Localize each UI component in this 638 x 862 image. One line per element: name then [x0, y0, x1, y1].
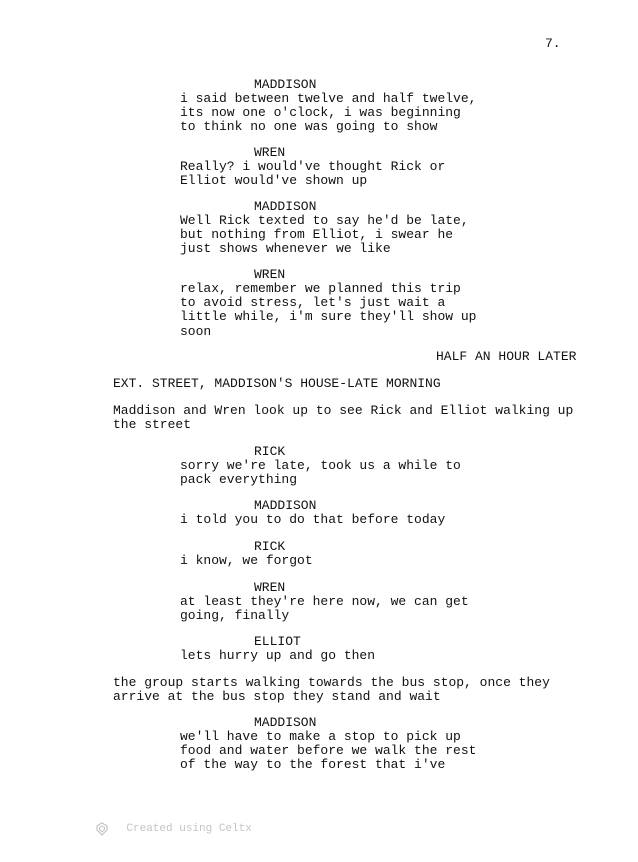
character-name: WREN: [254, 267, 286, 282]
dialogue: at least they're here now, we can get going, finally: [180, 594, 469, 624]
dialogue: i know, we forgot: [180, 553, 313, 568]
scene-heading: EXT. STREET, MADDISON'S HOUSE-LATE MORNING: [113, 376, 441, 391]
character-name: ELLIOT: [254, 634, 301, 649]
character-name: RICK: [254, 539, 286, 554]
character-name: MADDISON: [254, 715, 317, 730]
character-name: WREN: [254, 145, 286, 160]
celtx-logo-icon: [96, 796, 122, 862]
page-number: 7.: [545, 36, 561, 51]
transition: HALF AN HOUR LATER: [436, 349, 577, 364]
action: the group starts walking towards the bus stop, once they arrive at the bus stop they stand and wait: [113, 675, 550, 705]
celtx-footer: [96, 796, 252, 862]
character-name: WREN: [254, 580, 286, 595]
dialogue: we'll have to make a stop to pick up food and water before we walk the rest of the way to the forest that i've: [180, 729, 477, 773]
character-name: MADDISON: [254, 77, 317, 92]
action: Maddison and Wren look up to see Rick and Elliot walking up the street: [113, 403, 574, 433]
dialogue: i told you to do that before today: [180, 512, 446, 527]
character-name: MADDISON: [254, 199, 317, 214]
dialogue: sorry we're late, took us a while to pack everything: [180, 458, 461, 488]
dialogue: Well Rick texted to say he'd be late, but nothing from Elliot, i swear he just shows whenever we like: [180, 213, 469, 257]
dialogue: relax, remember we planned this trip to avoid stress, let's just wait a little while, i'm sure they'll show up soon: [180, 281, 477, 339]
dialogue: i said between twelve and half twelve, its now one o'clock, i was beginning to think no one was going to show: [180, 91, 477, 135]
dialogue: lets hurry up and go then: [180, 648, 376, 663]
character-name: MADDISON: [254, 498, 317, 513]
footer-text: Created using Celtx: [126, 822, 252, 835]
character-name: RICK: [254, 444, 286, 459]
dialogue: Really? i would've thought Rick or Elliot would've shown up: [180, 159, 446, 189]
